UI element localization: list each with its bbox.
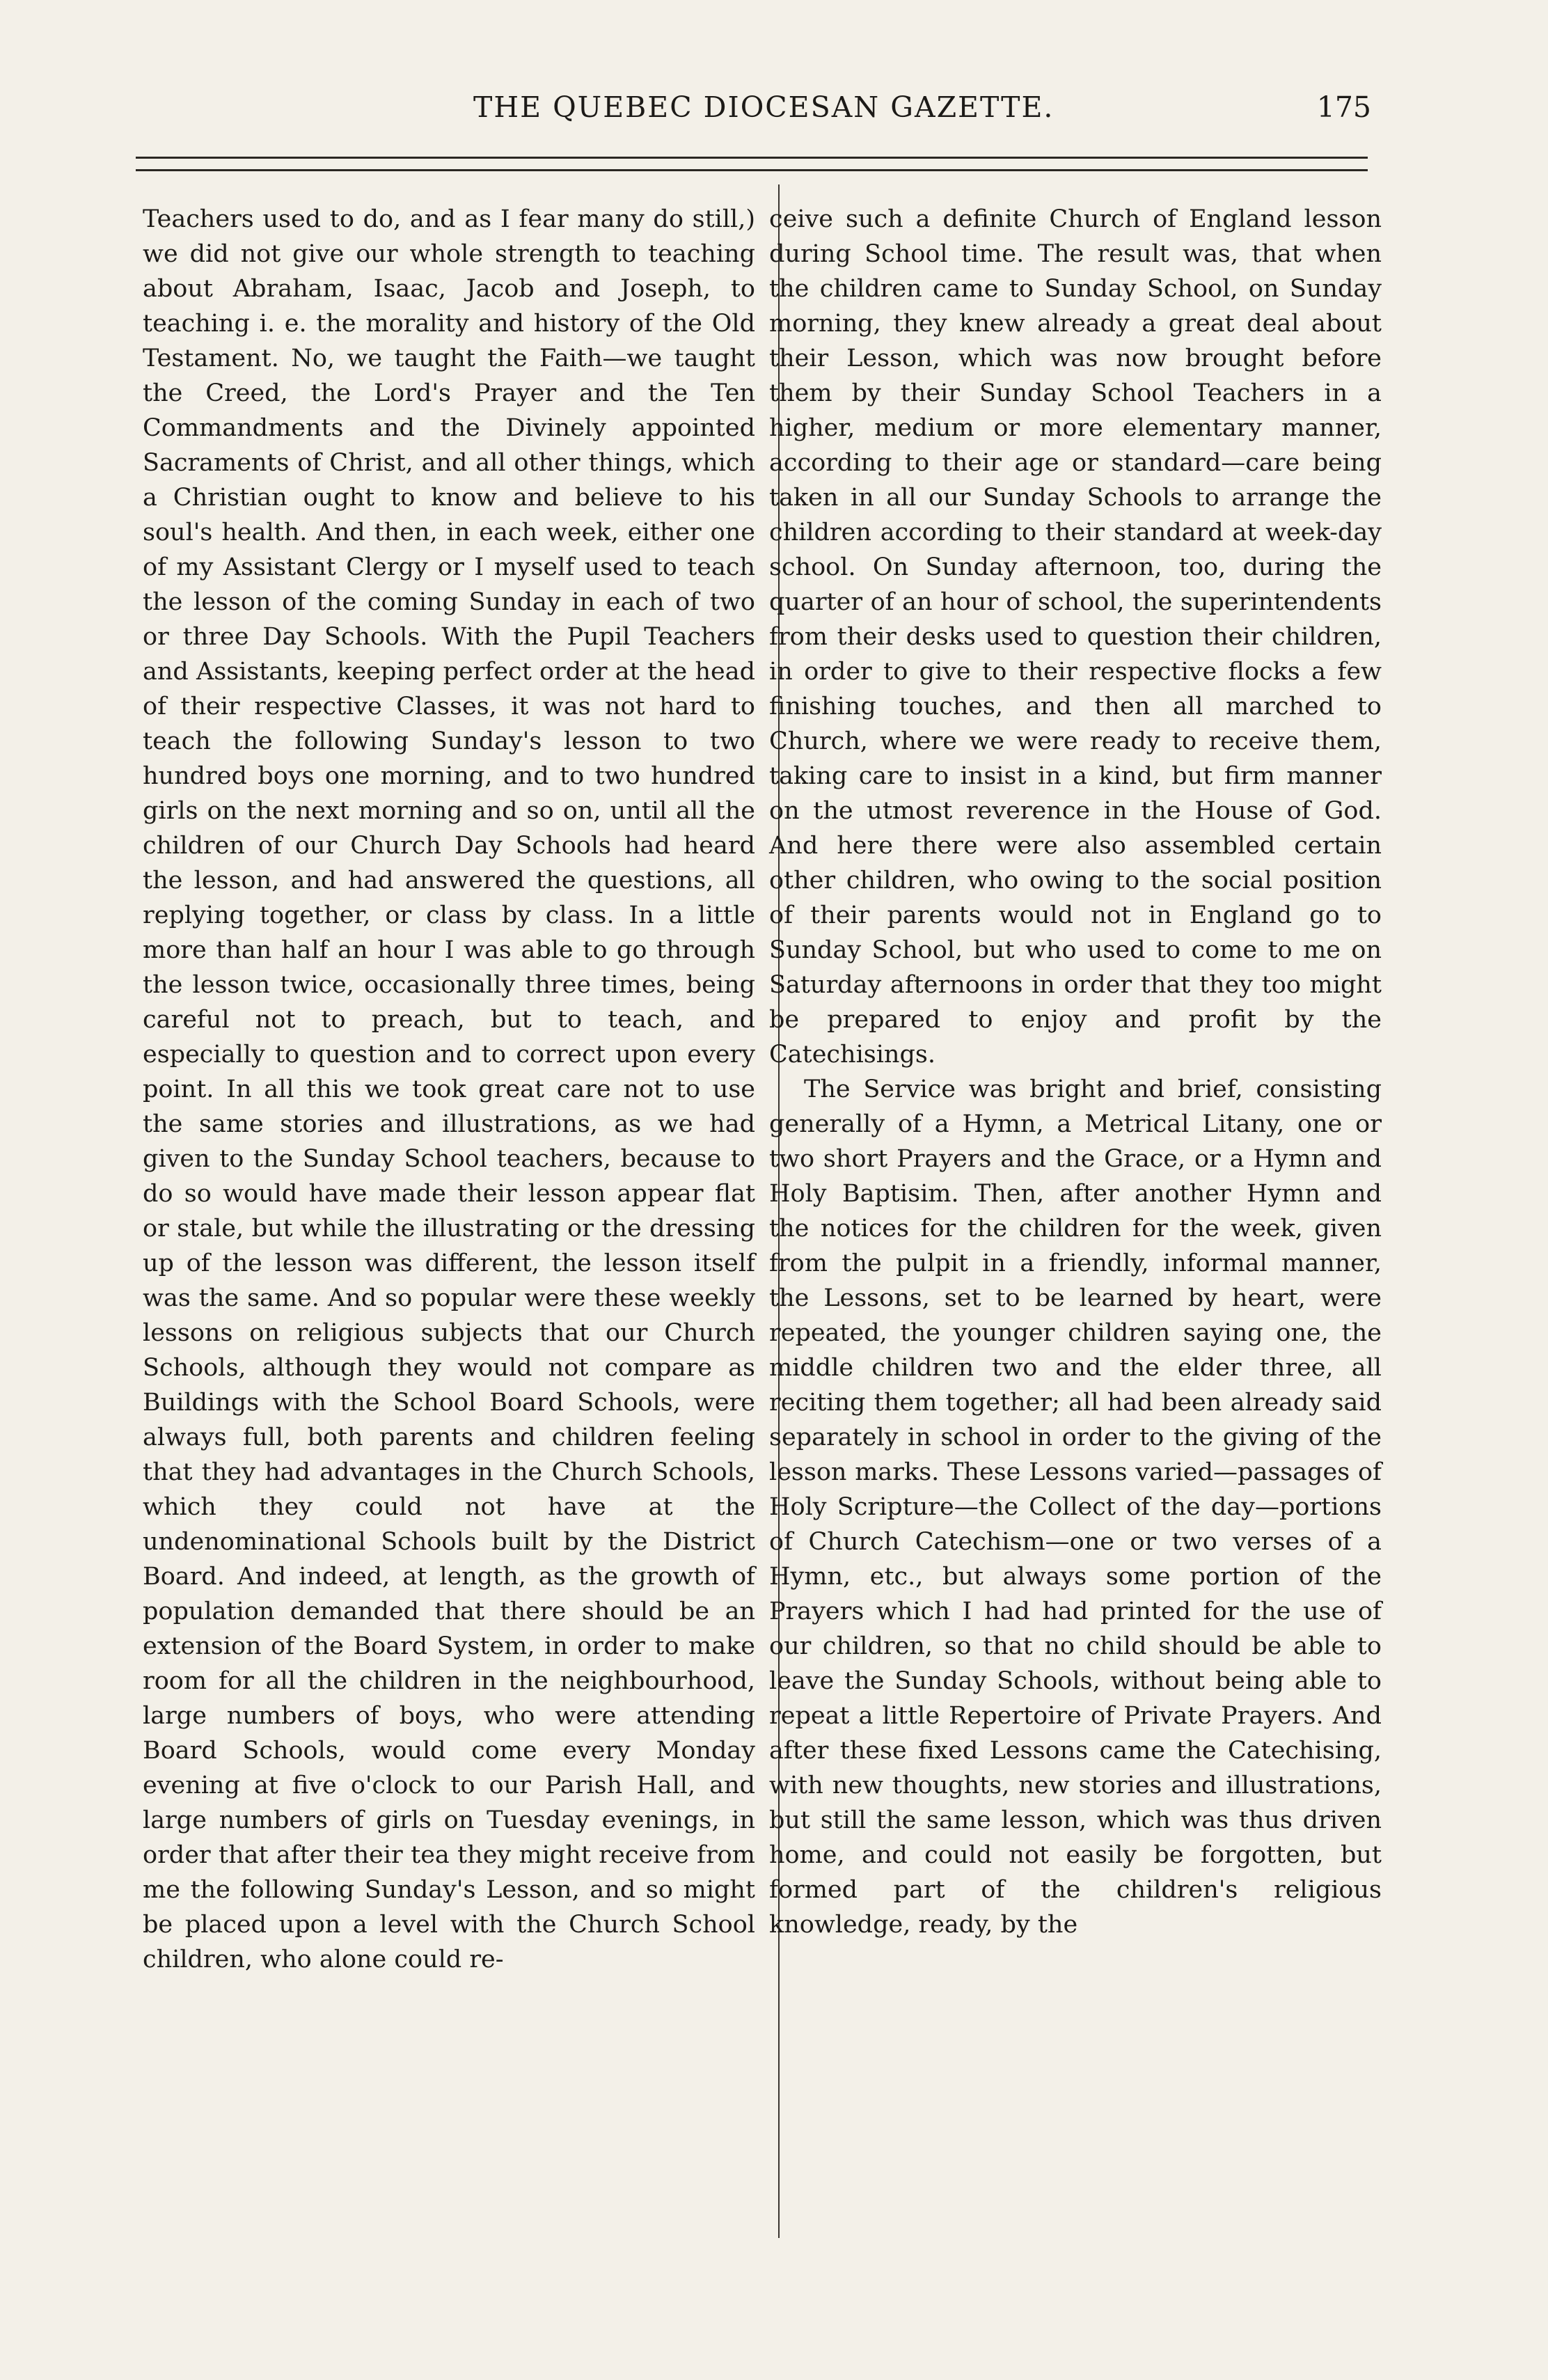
page-number: 175: [1316, 90, 1371, 124]
left-column-paragraph-1: Teachers used to do, and as I fear many do still,) we did not give our whole strength to teaching about Abraham, Isaac, Jacob and Joseph, to teaching i. e. the morality and history of the Old Testament. No, we taught the Faith—we taught the Creed, the Lord's Prayer and the Ten Commandments and the Divinely appointed Sacraments of Christ, and all other things, which a Christian ought to know and believe to his soul's health. And then, in each week, either one of my Assistant Clergy or I myself used to teach the lesson of the coming Sunday in each of two or three Day Schools. With the Pupil Teachers and Assistants, keeping perfect order at the head of their respective Classes, it was not hard to teach the following Sunday's lesson to two hundred boys one morning, and to two hundred girls on the next morning and so on, until all the children of our Church Day Schools had heard the lesson, and had answered the questions, all replying together, or class by class. In a little more than half an hour I was able to go through the lesson twice, occasionally three times, being careful not to preach, but to teach, and especially to question and to correct upon every point. In all this we took great care not to use the same stories and illustrations, as we had given to the Sunday School teachers, because to do so would have made their lesson appear flat or stale, but while the illustrating or the dressing up of the lesson was different, the lesson itself was the same. And so popular were these weekly lessons on religious subjects that our Church Schools, although they would not compare as Buildings with the School Board Schools, were always full, both parents and children feeling that they had advantages in the Church Schools, which they could not have at the undenominational Schools built by the District Board. And indeed, at length, as the growth of population demanded that there should be an extension of the Board System, in order to make room for all the children in the neighbourhood, large numbers of boys, who were attending Board Schools, would come every Monday evening at five o'clock to our Parish Hall, and large numbers of girls on Tuesday evenings, in order that after their tea they might receive from me the following Sunday's Lesson, and so might be placed upon a level with the Church School children, who alone could re-: [143, 205, 755, 1973]
header-rule-bottom: [136, 169, 1368, 171]
right-column-paragraph-2: The Service was bright and brief, consisting generally of a Hymn, a Metrical Litany, one or two short Prayers and the Grace, or a Hymn and Holy Baptisim. Then, after another Hymn and the notices for the children for the week, given from the pulpit in a friendly, informal manner, the Lessons, set to be learned by heart, were repeated, the younger children saying one, the middle children two and the elder three, all reciting them together; all had been already said separately in school in order to the giving of the lesson marks. These Lessons varied—passages of Holy Scripture—the Collect of the day—portions of Church Catechism—one or two verses of a Hymn, etc., but always some portion of the Prayers which I had had printed for the use of our children, so that no child should be able to leave the Sunday Schools, without being able to repeat a little Repertoire of Private Prayers. And after these fixed Lessons came the Catechising, with new thoughts, new stories and illustrations, but still the same lesson, which was thus driven home, and could not easily be forgotten, but formed part of the children's religious knowledge, ready, by the: [769, 1075, 1382, 1939]
page-header: [132, 90, 1371, 139]
right-column: [769, 202, 1382, 1942]
journal-title: THE QUEBEC DIOCESAN GAZETTE.: [473, 90, 1055, 124]
left-column: [143, 202, 755, 1977]
right-column-paragraph-1: ceive such a definite Church of England lesson during School time. The result was, that when the children came to Sunday School, on Sunday morning, they knew already a great deal about their Lesson, which was now brought before them by their Sunday School Teachers in a higher, medium or more elementary manner, according to their age or standard—care being taken in all our Sunday Schools to arrange the children according to their standard at week-day school. On Sunday afternoon, too, during the quarter of an hour of school, the superintendents from their desks used to question their children, in order to give to their respective flocks a few finishing touches, and then all marched to Church, where we were ready to receive them, taking care to insist in a kind, but firm manner on the utmost reverence in the House of God. And here there were also assembled certain other children, who owing to the social position of their parents would not in England go to Sunday School, but who used to come to me on Saturday afternoons in order that they too might be prepared to enjoy and profit by the Catechisings.: [769, 205, 1382, 1069]
header-rule-top: [136, 157, 1368, 159]
